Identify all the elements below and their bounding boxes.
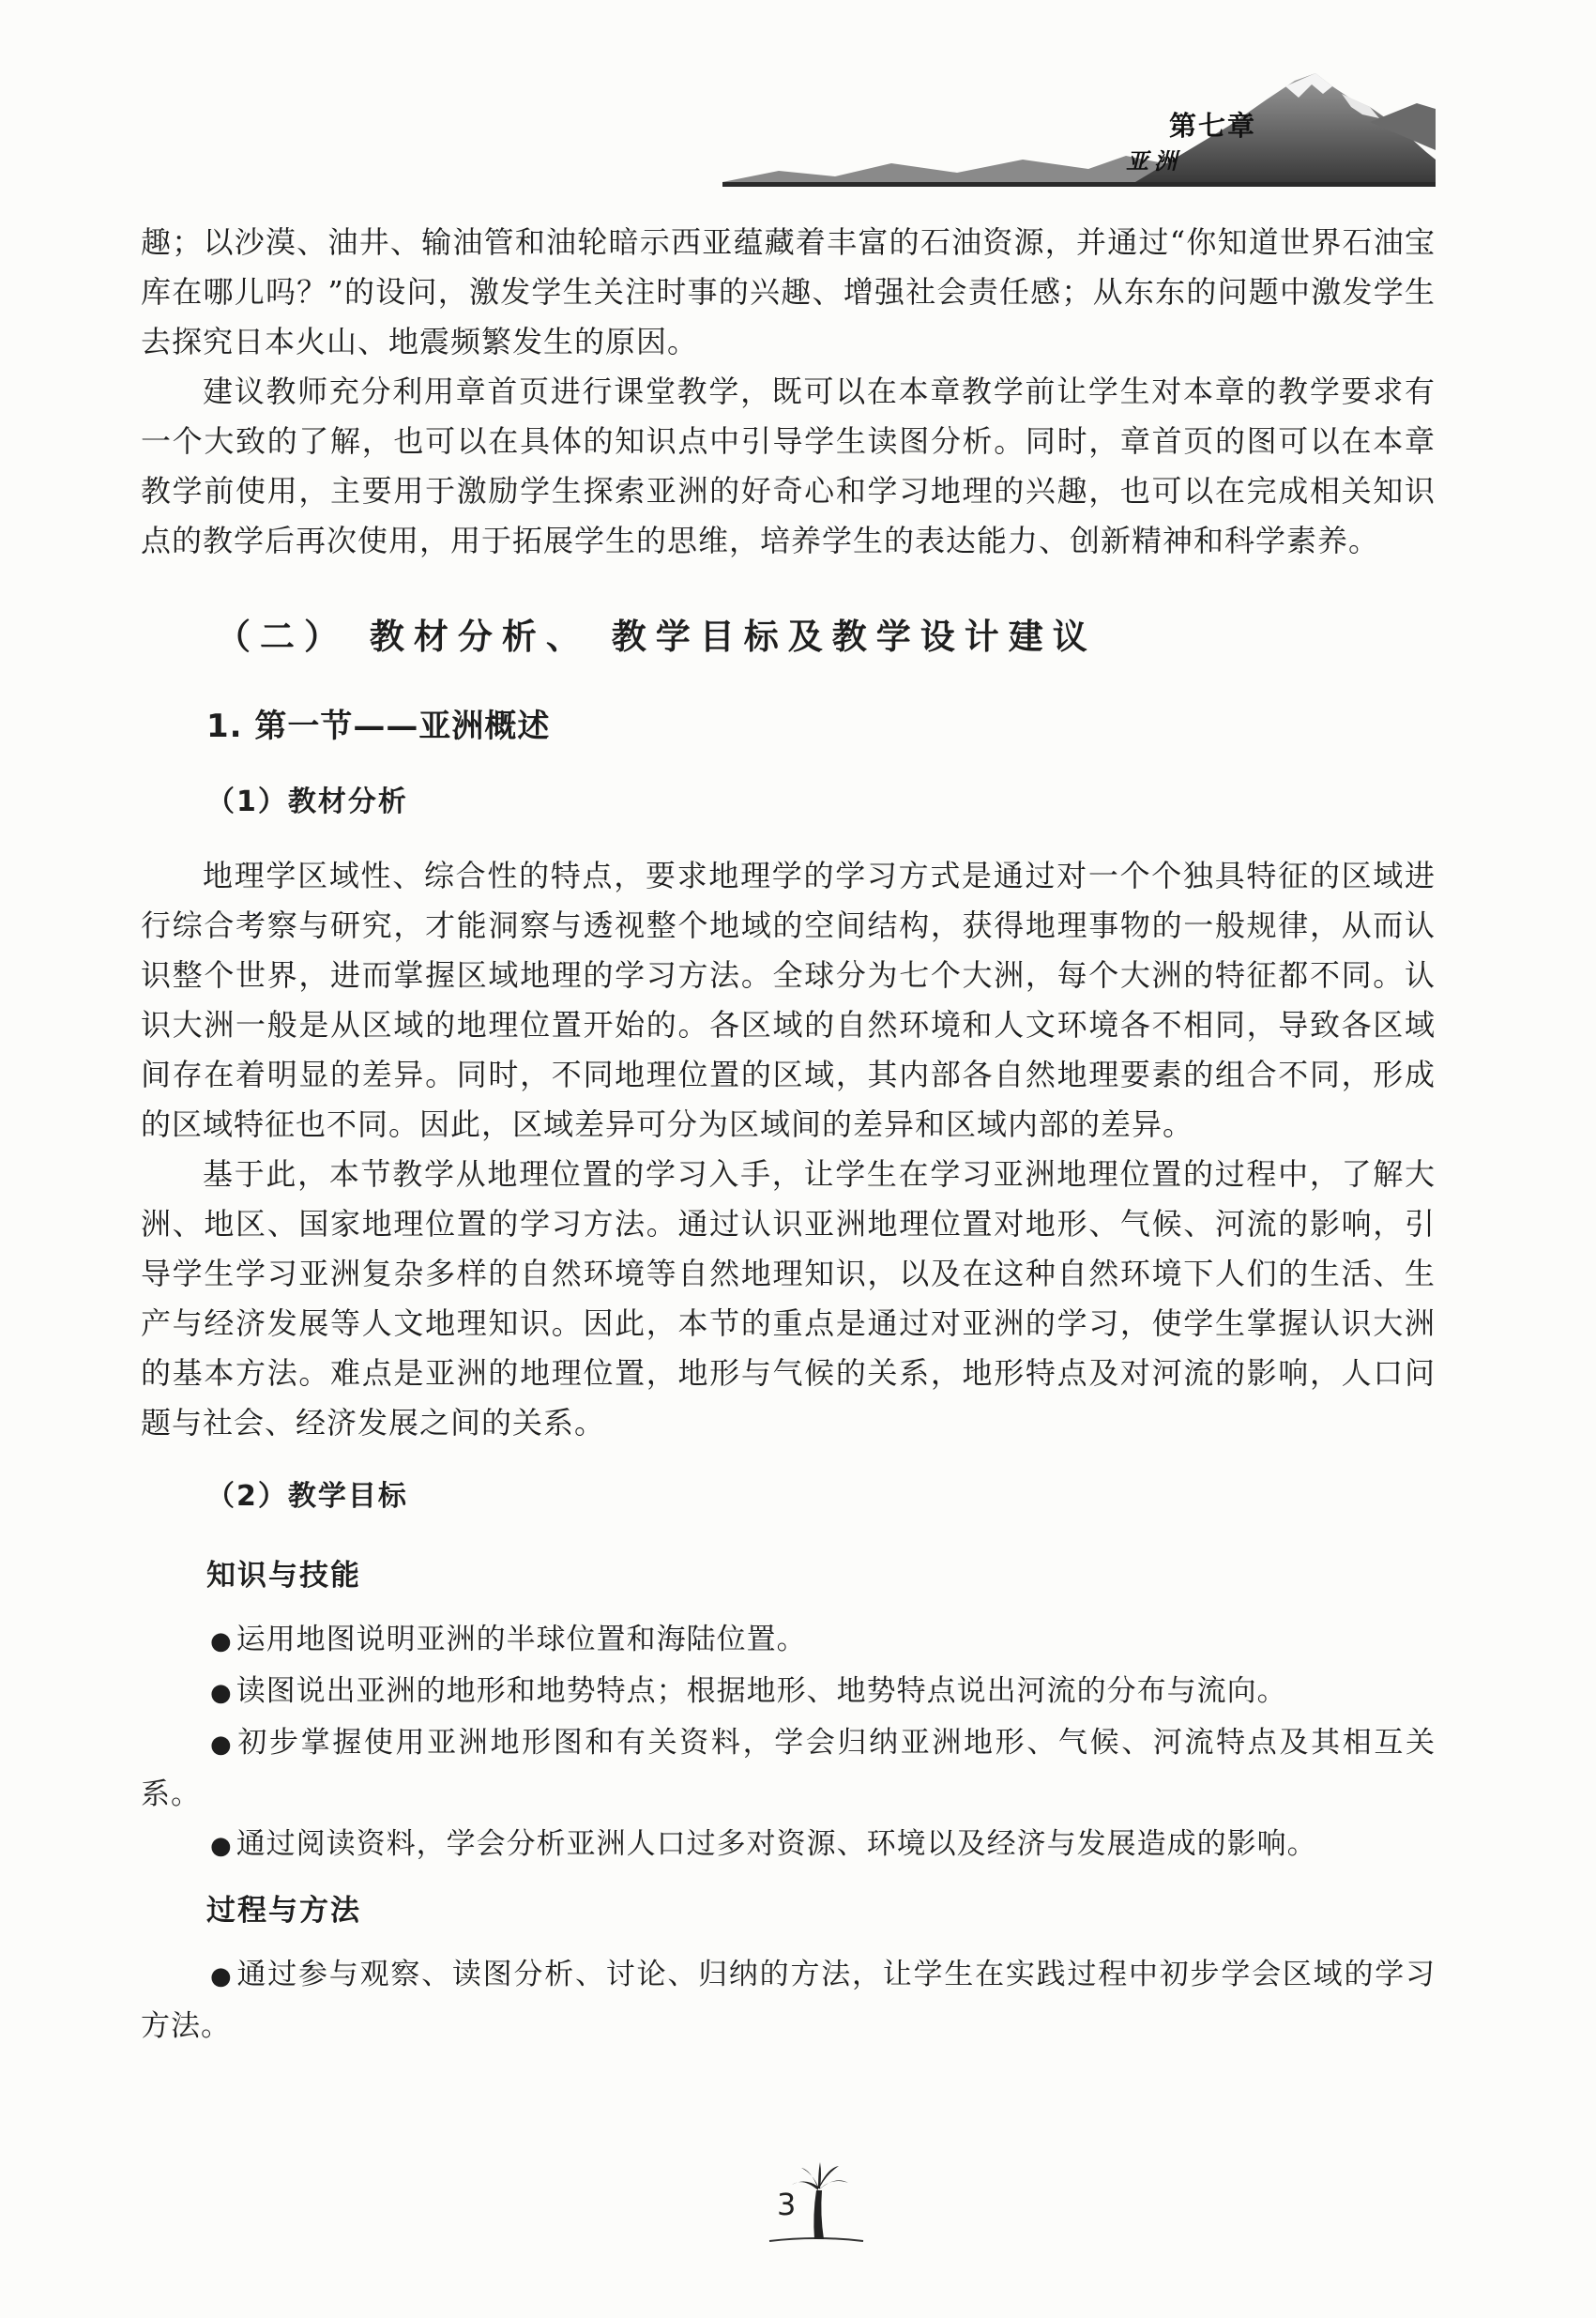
page-number: 3 <box>777 2187 797 2222</box>
lesson-title: 1. 第一节——亚洲概述 <box>206 708 551 745</box>
analysis-paragraph-2: 基于此，本节教学从地理位置的学习入手，让学生在学习亚洲地理位置的过程中，了解大洲、地区、国家地理位置的学习方法。通过认识亚洲地理位置对地形、气候、河流的影响，引导学生学习亚洲复杂多样的自然环境等自然地理知识，以及在这种自然环境下人们的生活、生产与经济发展等人文地理知识。因此，本节的重点是通过对亚洲的学习，使学生掌握认识大洲的基本方法。难点是亚洲的地理位置，地形与气候的关系，地形特点及对河流的影响，人口问题与社会、经济发展之间的关系。 <box>141 1156 1436 1441</box>
bullet-icon: ● <box>210 1679 233 1707</box>
bullet-icon: ● <box>210 1731 235 1759</box>
palm-tree-icon <box>751 2149 882 2252</box>
process-bullet-1: ● 通过参与观察、读图分析、讨论、归纳的方法，让学生在实践过程中初步学会区域的学习方法。 <box>141 1958 1436 2043</box>
chapter-title: 第七章 <box>1169 110 1257 142</box>
part2-title: （2）教学目标 <box>206 1480 408 1513</box>
knowledge-title: 知识与技能 <box>206 1559 361 1593</box>
bullet-icon: ● <box>210 1832 233 1860</box>
mountain-banner-icon <box>722 66 1436 197</box>
section-title: （二） 教材分析、 教学目标及教学设计建议 <box>216 617 1097 657</box>
knowledge-bullet-4: ● 通过阅读资料，学会分析亚洲人口过多对资源、环境以及经济与发展造成的影响。 <box>210 1827 1317 1861</box>
chapter-subtitle: 亚洲 <box>1126 147 1182 175</box>
page-footer <box>751 2149 882 2252</box>
process-title: 过程与方法 <box>206 1894 361 1928</box>
knowledge-bullet-2: ● 读图说出亚洲的地形和地势特点；根据地形、地势特点说出河流的分布与流向。 <box>210 1674 1287 1708</box>
intro-paragraph-1: 趣；以沙漠、油井、输油管和油轮暗示西亚蕴藏着丰富的石油资源，并通过“你知道世界石油宝库在哪儿吗？”的设问，激发学生关注时事的兴趣、增强社会责任感；从东东的问题中激发学生去探究日本火山、地震频繁发生的原因。 <box>141 224 1436 359</box>
bullet-icon: ● <box>210 1962 234 1990</box>
main-content <box>141 218 1436 2051</box>
bullet-icon: ● <box>210 1627 233 1655</box>
knowledge-bullet-1: ● 运用地图说明亚洲的半球位置和海陆位置。 <box>210 1623 807 1656</box>
intro-paragraph-2: 建议教师充分利用章首页进行课堂教学，既可以在本章教学前让学生对本章的教学要求有一个大致的了解，也可以在具体的知识点中引导学生读图分析。同时，章首页的图可以在本章教学前使用，主要用于激励学生探索亚洲的好奇心和学习地理的兴趣，也可以在完成相关知识点的教学后再次使用，用于拓展学生的思维，培养学生的表达能力、创新精神和科学素养。 <box>141 374 1436 558</box>
knowledge-bullet-3: ● 初步掌握使用亚洲地形图和有关资料，学会归纳亚洲地形、气候、河流特点及其相互关系。 <box>141 1726 1436 1811</box>
part1-title: （1）教材分析 <box>206 785 408 818</box>
analysis-paragraph-1: 地理学区域性、综合性的特点，要求地理学的学习方式是通过对一个个独具特征的区域进行综合考察与研究，才能洞察与透视整个地域的空间结构，获得地理事物的一般规律，从而认识整个世界，进而掌握区域地理的学习方法。全球分为七个大洲，每个大洲的特征都不同。认识大洲一般是从区域的地理位置开始的。各区域的自然环境和人文环境各不相同，导致各区域间存在着明显的差异。同时，不同地理位置的区域，其内部各自然地理要素的组合不同，形成的区域特征也不同。因此，区域差异可分为区域间的差异和区域内部的差异。 <box>141 858 1436 1142</box>
chapter-header <box>722 66 1436 197</box>
